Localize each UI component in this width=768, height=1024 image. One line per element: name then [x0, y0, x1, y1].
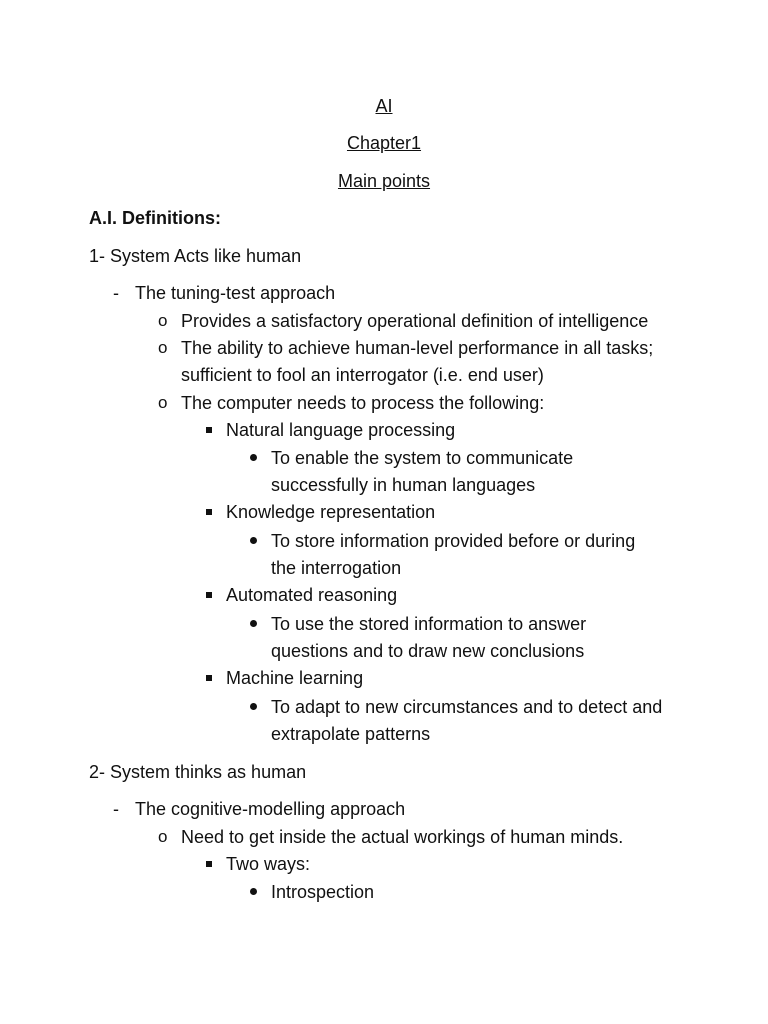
capability-name: Natural language processing [226, 420, 456, 440]
dot-bullet [250, 454, 257, 461]
square-bullet [206, 427, 212, 433]
definitions-heading: A.I. Definitions: [89, 208, 221, 228]
square-bullet [206, 592, 212, 598]
chapter-title: Chapter1 [346, 133, 422, 153]
circle-bullet: o [158, 393, 168, 412]
circle-bullet: o [158, 311, 168, 330]
circle-bullet: o [158, 338, 168, 357]
capability-desc: To use the stored information to answer [271, 614, 587, 634]
dot-bullet [250, 888, 257, 895]
section1-approach: The tuning-test approach [135, 283, 336, 303]
dot-bullet [250, 620, 257, 627]
dot-bullet [250, 537, 257, 544]
dash-bullet: - [113, 799, 119, 819]
section2-heading: 2- System thinks as human [89, 762, 307, 782]
capability-name: Automated reasoning [226, 585, 398, 605]
point-item: Provides a satisfactory operational definition of intelligence [181, 311, 649, 331]
capability-desc-continued: extrapolate patterns [271, 724, 431, 744]
dot-bullet [250, 703, 257, 710]
doc-title: AI [375, 96, 393, 116]
capability-name: Knowledge representation [226, 502, 436, 522]
section1-heading: 1- System Acts like human [89, 246, 302, 266]
capability-desc: To store information provided before or during [271, 531, 636, 551]
capability-desc: To adapt to new circumstances and to detect and [271, 697, 663, 717]
circle-bullet: o [158, 827, 168, 846]
capability-desc-continued: questions and to draw new conclusions [271, 641, 585, 661]
point-item-continued: sufficient to fool an interrogator (i.e. end user) [181, 365, 544, 385]
main-points-title: Main points [337, 171, 431, 191]
point-item: Need to get inside the actual workings of human minds. [181, 827, 624, 847]
point-item: The ability to achieve human-level performance in all tasks; [181, 338, 654, 358]
square-bullet [206, 861, 212, 867]
way-item: Introspection [271, 882, 375, 902]
capability-name: Machine learning [226, 668, 364, 688]
square-bullet [206, 675, 212, 681]
capability-desc-continued: the interrogation [271, 558, 402, 578]
dash-bullet: - [113, 283, 119, 303]
section2-approach: The cognitive-modelling approach [135, 799, 406, 819]
square-bullet [206, 509, 212, 515]
capability-desc: To enable the system to communicate [271, 448, 574, 468]
point-item: The computer needs to process the following: [181, 393, 545, 413]
capability-desc-continued: successfully in human languages [271, 475, 536, 495]
subpoint-item: Two ways: [226, 854, 311, 874]
